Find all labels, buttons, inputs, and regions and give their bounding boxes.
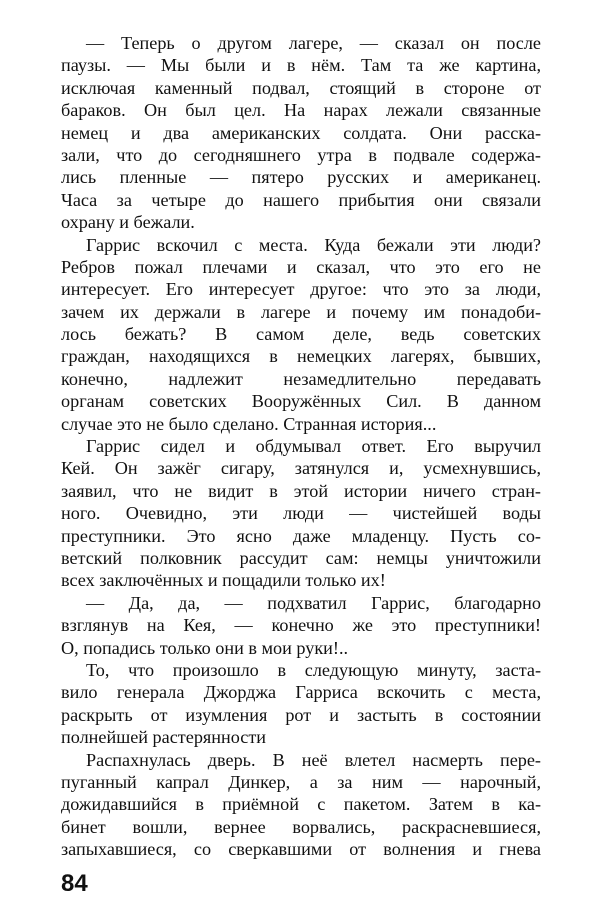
text-line: случае это не было сделано. Странная история...	[61, 413, 437, 434]
text-line: бараков. Он был цел. На нарах лежали связанные	[61, 100, 541, 121]
text-line: органам советских Вооружённых Сил. В данном	[61, 391, 541, 412]
paragraph	[61, 659, 541, 749]
text-line: О, попадись только они в мои руки!..	[61, 637, 349, 658]
page-number: 84	[61, 870, 88, 897]
paragraph	[61, 749, 541, 861]
page-body	[61, 32, 541, 860]
text-line: ного. Очевидно, эти люди — чистейшей воды	[61, 503, 541, 524]
text-line: конечно, надлежит незамедлительно передавать	[61, 368, 541, 389]
text-line: лось бежать? В самом деле, ведь советских	[61, 324, 541, 345]
paragraph	[61, 435, 541, 592]
text-line: преступники. Это ясно даже младенцу. Пусть со-	[61, 525, 541, 546]
text-line: Гаррис сидел и обдумывал ответ. Его выручил	[86, 436, 541, 457]
text-line: ветский полковник рассудит сам: немцы уничтожили	[61, 547, 541, 568]
text-line: То, что произошло в следующую минуту, заста-	[86, 659, 541, 680]
text-line: пуганный капрал Динкер, а за ним — нарочный,	[61, 771, 541, 792]
text-line: взглянув на Кея, — конечно же это преступники!	[61, 615, 541, 636]
text-line: Кей. Он зажёг сигару, затянулся и, усмехнувшись,	[61, 458, 541, 479]
paragraph	[61, 592, 541, 659]
text-line: исключая каменный подвал, стоящий в стороне от	[61, 77, 541, 98]
text-line: интересует. Его интересует другое: что это за люди,	[61, 279, 541, 300]
text-line: зали, что до сегодняшнего утра в подвале содержа-	[61, 144, 541, 165]
text-line: Часа за четыре до нашего прибытия они связали	[61, 189, 541, 210]
text-line: — Теперь о другом лагере, — сказал он после	[86, 33, 541, 53]
paragraph	[61, 234, 541, 436]
text-line: немец и два американских солдата. Они расска-	[61, 122, 541, 143]
text-line: лись пленные — пятеро русских и американец.	[61, 167, 541, 188]
text-line: полнейшей растерянности	[61, 727, 267, 748]
text-line: заявил, что не видит в этой истории ничего стран-	[61, 480, 541, 501]
text-line: Ребров пожал плечами и сказал, что это его не	[61, 256, 541, 277]
text-line: запыхавшиеся, со сверкавшими от волнения и гнева	[61, 839, 541, 860]
text-line: зачем их держали в лагере и почему им понадоби-	[61, 301, 541, 322]
text-line: раскрыть от изумления рот и застыть в состоянии	[61, 704, 541, 725]
text-line: паузы. — Мы были и в нём. Там та же картина,	[61, 55, 541, 76]
text-line: бинет вошли, вернее ворвались, раскрасневшиеся,	[61, 816, 541, 837]
text-line: всех заключённых и пощадили только их!	[61, 570, 386, 591]
text-line: Распахнулась дверь. В неё влетел насмерть пере-	[86, 749, 541, 770]
text-line: Гаррис вскочил с места. Куда бежали эти люди?	[86, 234, 541, 255]
text-line: — Да, да, — подхватил Гаррис, благодарно	[86, 592, 541, 613]
text-line: вило генерала Джорджа Гарриса вскочить с места,	[61, 682, 541, 703]
paragraph	[61, 32, 541, 234]
text-line: охрану и бежали.	[61, 212, 195, 233]
text-line: граждан, находящихся в немецких лагерях, бывших,	[61, 346, 541, 367]
text-line: дожидавшийся в приёмной с пакетом. Затем в ка-	[61, 794, 541, 815]
